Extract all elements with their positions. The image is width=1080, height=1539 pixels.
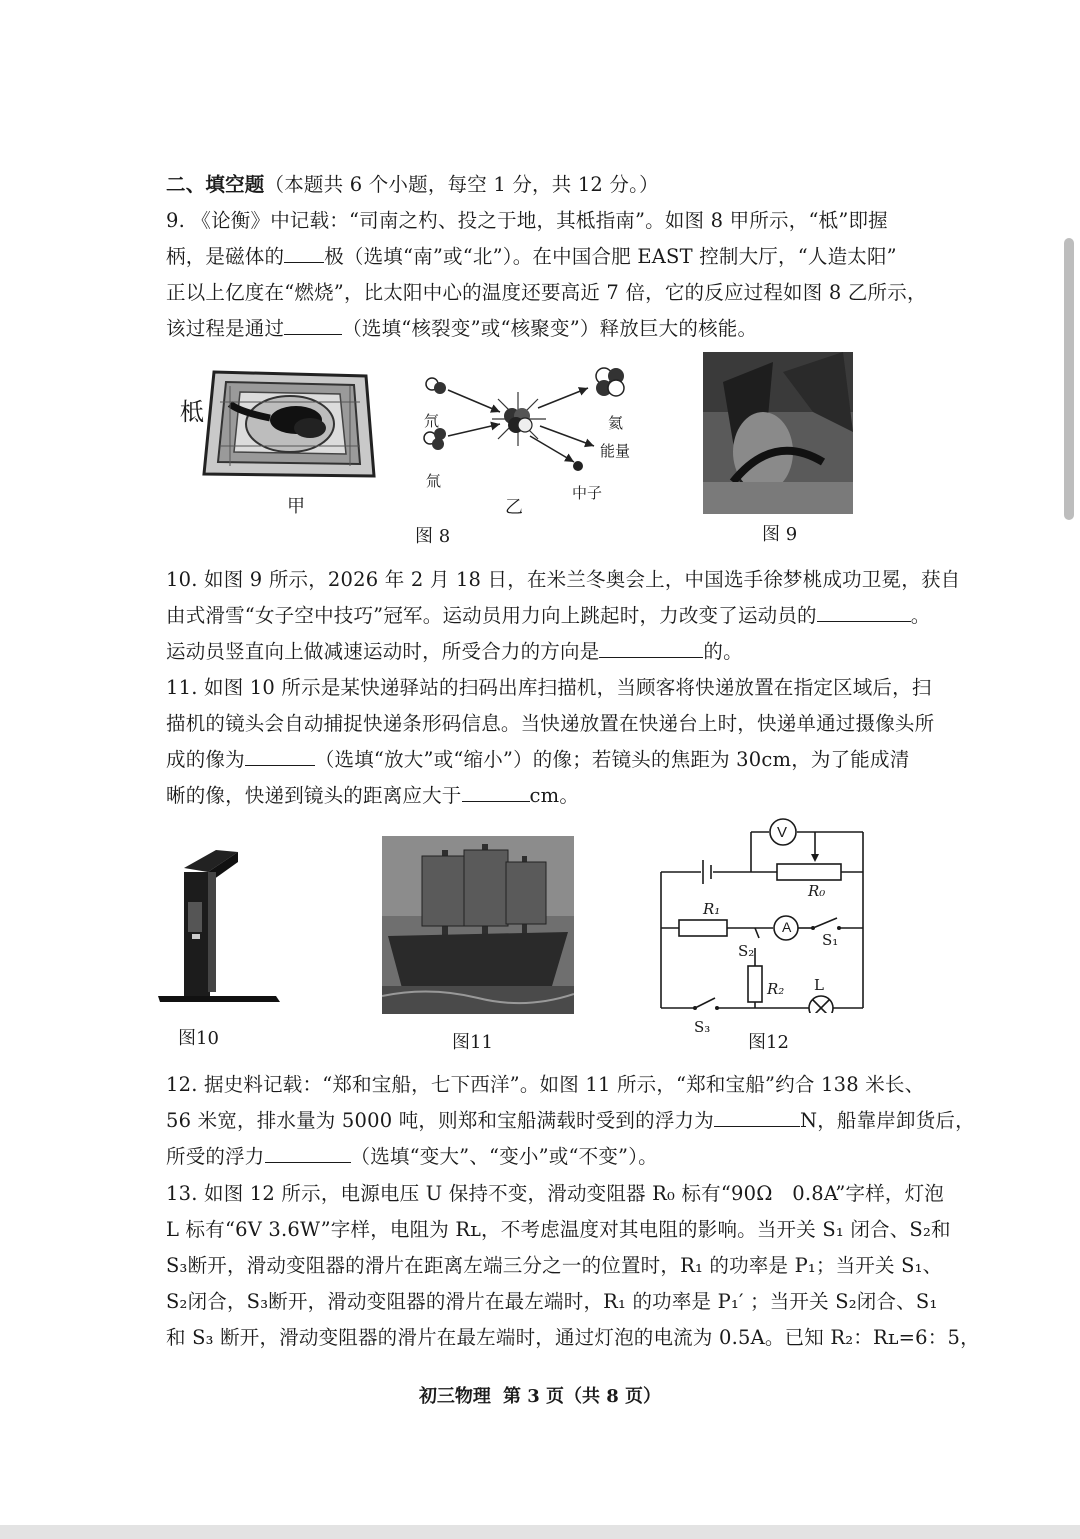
fig12-voltmeter-label: V [777, 824, 788, 841]
q9-blank-1[interactable] [284, 244, 324, 263]
fig9-caption: 图 9 [762, 524, 798, 545]
q13-line-5: 和 S₃ 断开，滑动变阻器的滑片在最左端时，通过灯泡的电流为 0.5A。已知 R₂：Rʟ=6：5， [166, 1326, 980, 1349]
q11-line-4 [166, 783, 579, 809]
q11-line-2: 描机的镜头会自动捕捉快递条形码信息。当快递放置在快递台上时，快递单通过摄像头所 [166, 712, 935, 735]
q9-text-2b: 极（选填“南”或“北”）。在中国合肥 EAST 控制大厅，“人造太阳” [324, 245, 897, 268]
fig8-yi-label: 乙 [505, 497, 523, 518]
fig12-s2-label: S₂ [738, 942, 755, 960]
q10-blank-2[interactable] [599, 639, 703, 658]
fig8-helium-label: 氦 [608, 414, 624, 432]
scrollbar[interactable] [1064, 238, 1074, 520]
fig12-r1-label: R₁ [703, 900, 721, 918]
q9-line-3: 正以上亿度在“燃烧”，比太阳中心的温度还要高近 7 倍，它的反应过程如图 8 乙所示， [166, 281, 927, 304]
fig8-caption: 图 8 [415, 526, 451, 547]
q10-text-2b: 。 [910, 604, 931, 627]
q12-text-3a: 所受的浮力 [166, 1145, 265, 1168]
q11-blank-2[interactable] [462, 783, 530, 802]
fig12-lamp-label: L [814, 976, 824, 994]
q9-line-2 [166, 244, 897, 270]
q10-text-3a: 运动员竖直向上做减速运动时，所受合力的方向是 [166, 640, 600, 663]
section-heading [166, 172, 659, 198]
q11-line-3 [166, 747, 909, 773]
q11-blank-1[interactable] [245, 747, 315, 766]
q12-line-2 [166, 1108, 975, 1134]
q11-line-1: 11. 如图 10 所示是某快递驿站的扫码出库扫描机，当顾客将快递放置在指定区域后，扫 [166, 676, 932, 699]
fig9-skier-photo [703, 352, 853, 514]
section-title: 二、填空题 [166, 173, 265, 196]
fig8-di-label: 柢 [180, 398, 204, 426]
q11-text-4b: cm。 [529, 784, 580, 807]
fig12-circuit-diagram [655, 818, 870, 1013]
fig11-ship-image [382, 836, 574, 1014]
fig12-s3-label: S₃ [694, 1018, 711, 1036]
q13-line-3: S₃断开，滑动变阻器的滑片在距离左端三分之一的位置时，R₁ 的功率是 P₁；当开关 S₁、 [166, 1254, 943, 1277]
q13-line-1: 13. 如图 12 所示，电源电压 U 保持不变，滑动变阻器 R₀ 标有“90Ω 0.8A”字样，灯泡 [166, 1182, 944, 1205]
q12-blank-2[interactable] [265, 1144, 351, 1163]
bottom-bar [0, 1525, 1080, 1539]
q10-line-2 [166, 603, 930, 629]
fig10-scanner-image [156, 842, 284, 1006]
page-footer [0, 1382, 1080, 1408]
fig8-tritium-label: 氚 [426, 472, 442, 490]
q12-line-3 [166, 1144, 658, 1170]
q12-blank-1[interactable] [714, 1108, 800, 1127]
section-note: （本题共 6 个小题，每空 1 分，共 12 分。） [264, 173, 659, 196]
q9-text-4a: 该过程是通过 [166, 317, 285, 340]
fig8-compass-image [200, 366, 378, 482]
q12-text-2b: N，船靠岸卸货后， [799, 1109, 975, 1132]
fig12-r0-label: R₀ [808, 882, 826, 900]
q9-line-1: 9. 《论衡》中记载：“司南之杓、投之于地，其柢指南”。如图 8 甲所示，“柢”即握 [166, 209, 888, 232]
q12-line-1: 12. 据史料记载：“郑和宝船，七下西洋”。如图 11 所示，“郑和宝船”约合 138 米长、 [166, 1073, 925, 1096]
q9-line-4 [166, 316, 757, 342]
footer-page: 第 3 页（共 8 页） [502, 1386, 662, 1407]
fig12-ammeter-label: A [782, 919, 792, 935]
q11-text-3b: （选填“放大”或“缩小”）的像；若镜头的焦距为 30cm，为了能成清 [314, 748, 910, 771]
q10-text-2a: 由式滑雪“女子空中技巧”冠军。运动员用力向上跳起时，力改变了运动员的 [166, 604, 817, 627]
fig12-s1-label: S₁ [822, 931, 839, 949]
q10-line-3 [166, 639, 743, 665]
q12-text-3b: （选填“变大”、“变小”或“不变”）。 [350, 1145, 658, 1168]
fig12-caption: 图12 [748, 1032, 789, 1053]
q10-line-1: 10. 如图 9 所示，2026 年 2 月 18 日，在米兰冬奥会上，中国选手徐梦桃成功卫冕，获自 [166, 568, 961, 591]
q9-text-2a: 柄，是磁体的 [166, 245, 285, 268]
footer-subject: 初三物理 [418, 1386, 491, 1407]
fig8-fusion-diagram [418, 362, 648, 512]
q13-line-4: S₂闭合，S₃断开，滑动变阻器的滑片在最左端时，R₁ 的功率是 P₁′ ；当开关 S₂闭合、S₁ [166, 1290, 938, 1313]
q13-line-2: L 标有“6V 3.6W”字样，电阻为 Rʟ，不考虑温度对其电阻的影响。当开关 S₁ 闭合、S₂和 [166, 1218, 951, 1241]
fig11-caption: 图11 [452, 1032, 493, 1053]
q12-text-2a: 56 米宽，排水量为 5000 吨，则郑和宝船满载时受到的浮力为 [166, 1109, 714, 1132]
q9-text-4b: （选填“核裂变”或“核聚变”）释放巨大的核能。 [342, 317, 758, 340]
fig8-neutron-label: 中子 [572, 484, 603, 502]
q11-text-3a: 成的像为 [166, 748, 245, 771]
fig12-r2-label: R₂ [767, 980, 785, 998]
fig8-jia-label: 甲 [287, 496, 305, 517]
fig8-energy-label: 能量 [600, 442, 631, 460]
q11-text-4a: 晰的像，快递到镜头的距离应大于 [166, 784, 462, 807]
q10-text-3b: 的。 [703, 640, 743, 663]
fig8-deuterium-label: 氘 [424, 412, 440, 430]
q9-blank-2[interactable] [284, 316, 342, 335]
q10-blank-1[interactable] [817, 603, 911, 622]
fig10-caption: 图10 [178, 1028, 219, 1049]
